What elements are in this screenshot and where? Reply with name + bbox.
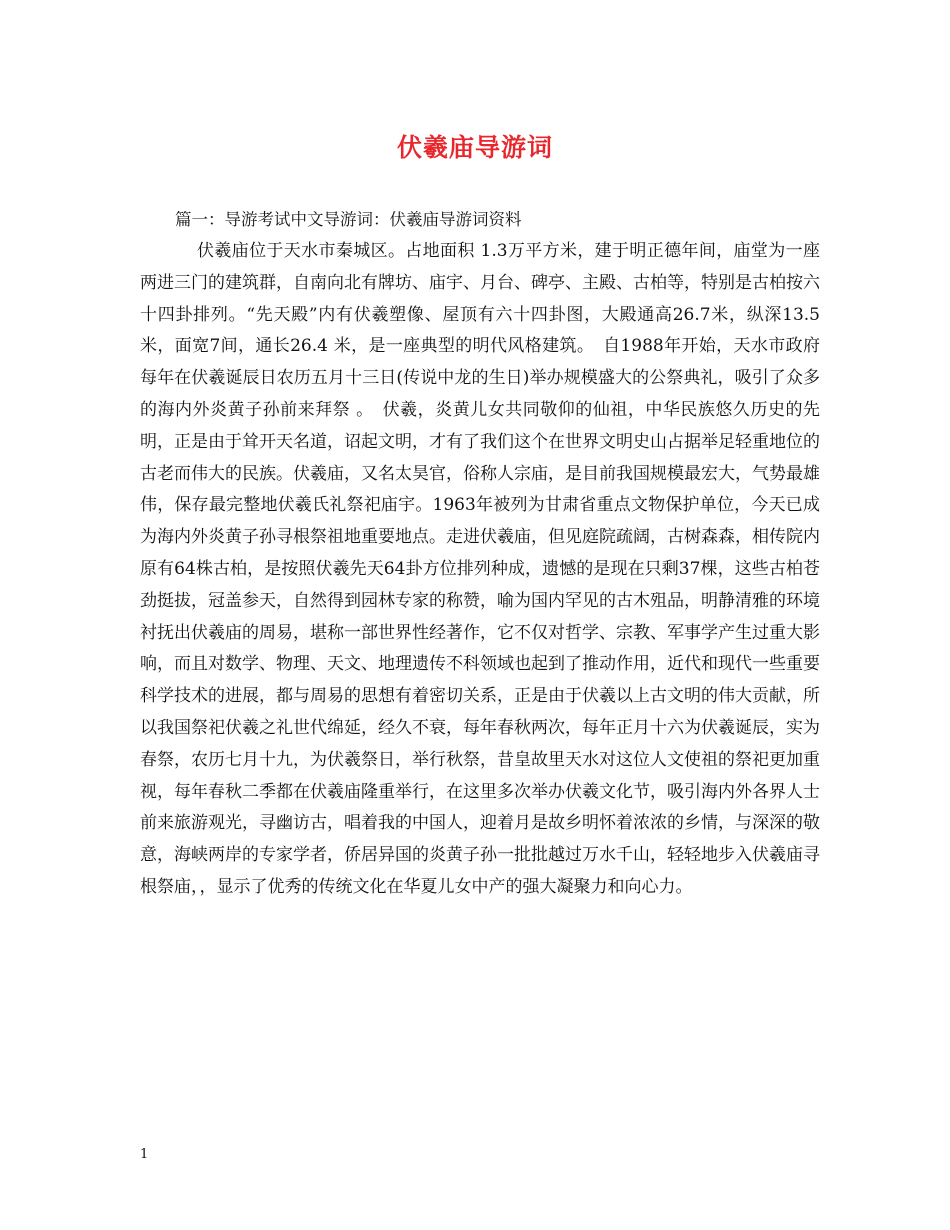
section-heading: 篇一：导游考试中文导游词：伏羲庙导游词资料 — [175, 210, 522, 229]
page-number: 1 — [140, 1147, 149, 1162]
document-title: 伏羲庙导游词 — [396, 133, 553, 162]
body-paragraph: 伏羲庙位于天水市秦城区。占地面积 1.3万平方米，建于明正德年间，庙堂为一座两进三门的建筑群，自南向北有牌坊、庙宇、月台、碑亭、主殿、古柏等，特别是古柏按六十四卦排列。“先天殿”内有伏羲塑像、屋顶有六十四卦图，大殿通高26.7米，纵深13.5米，面宽7间，通长26.4 米，是一座典型的明代风格建筑。 自1988年开始，天水市政府每年在伏羲诞辰日农历五月十三日(传说中龙的生日)举办规模盛大的公祭典礼，吸引了众多的海内外炎黄子孙前来拜祭 。 伏羲，炎黄儿女共同敬仰的仙祖，中华民族悠久历史的先明，正是由于耸开天名道，诏起文明，才有了我们这个在世界文明史山占据举足轻重地位的古老而伟大的民族。伏羲庙，又名太昊官，俗称人宗庙，是目前我国规模最宏大，气势最雄伟，保存最完整地伏羲氏礼祭祀庙宇。1963年被列为甘肃省重点文物保护单位，今天已成为海内外炎黄子孙寻根祭祖地重要地点。走进伏羲庙，但见庭院疏阔，古树森森，相传院内原有64株古柏，是按照伏羲先天64卦方位排列种成，遗憾的是现在只剩37棵，这些古柏苍劲挺拔，冠盖参天，自然得到园林专家的称赞，喻为国内罕见的古木殂品，明静清雅的环境衬抚出伏羲庙的周易，堪称一部世界性经著作，它不仅对哲学、宗教、军事学产生过重大影响，而且对数学、物理、天文、地理遗传不科领域也起到了推动作用，近代和现代一些重要科学技术的进展，都与周易的思想有着密切关系，正是由于伏羲以上古文明的伟大贡献，所以我国祭祀伏羲之礼世代绵延，经久不衰，每年春秋两次，每年正月十六为伏羲诞辰，实为春祭，农历七月十九，为伏羲祭日，举行秋祭，昔皇故里天水对这位人文使祖的祭祀更加重视，每年春秋二季都在伏羲庙隆重举行，在这里多次举办伏羲文化节，吸引海内外各界人士前来旅游观光，寻幽访古，唱着我的中国人，迎着月是故乡明怀着浓浓的乡情，与深深的敬意，海峡两岸的专家学者，侨居异国的炎黄子孙一批批越过万水千山，轻轻地步入伏羲庙寻根祭庙，，显示了优秀的传统文化在华夏儿女中产的强大凝聚力和向心力。 — [140, 241, 820, 897]
